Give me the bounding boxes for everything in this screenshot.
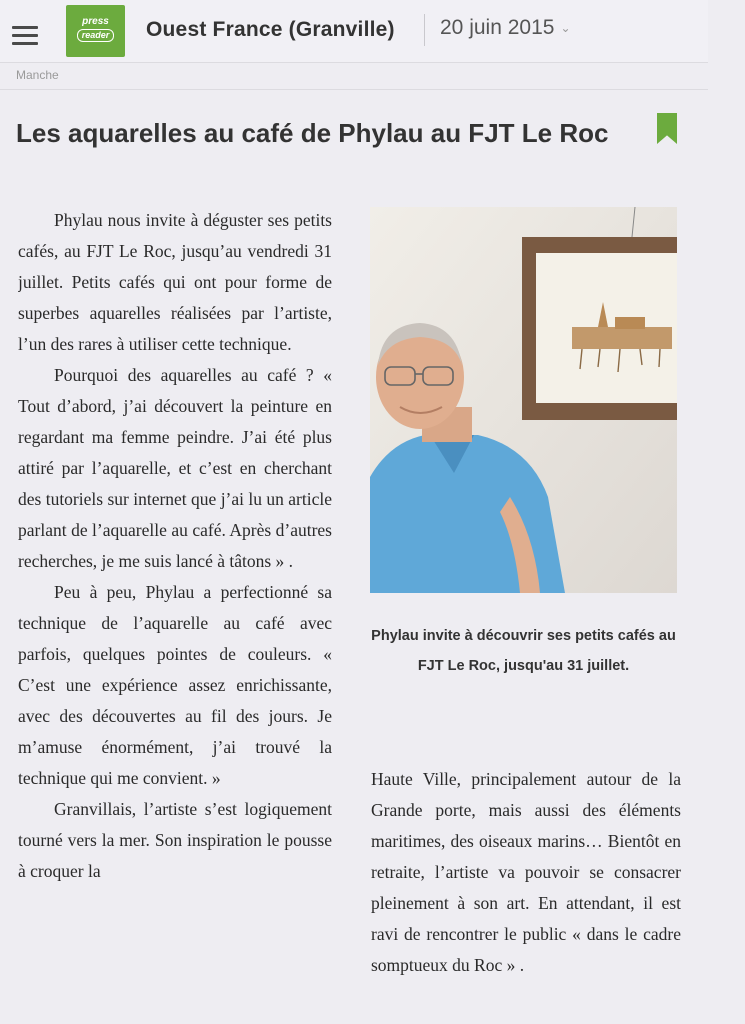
- article-paragraph: Haute Ville, principalement autour de la Grande porte, mais aussi des éléments maritimes, des oiseaux marins… Bientôt en retraite, l’artiste va pouvoir se consacrer pleinement à son art. En attendant, il est ravi de rencontrer le public « dans le cadre somptueux du Roc » .: [371, 769, 681, 975]
- logo-line-1: press: [82, 16, 109, 27]
- article-photo[interactable]: [370, 207, 677, 593]
- article-column-right: [371, 764, 681, 1014]
- hamburger-icon[interactable]: [12, 26, 38, 46]
- article-title: Les aquarelles au café de Phylau au FJT Le Roc: [16, 118, 609, 148]
- issue-date-selector[interactable]: [440, 16, 571, 40]
- article-column-left: [18, 205, 332, 1015]
- pressreader-logo[interactable]: [66, 5, 125, 57]
- article-paragraph: Pourquoi des aquarelles au café ? « Tout d’abord, j’ai découvert la peinture en regardant ma femme peindre. J’ai été plus attiré par l’aquarelle, et c’est en cherchant des tutoriels sur internet que j’ai lu un article parlant de l’aquarelle au café. Après d’autres recherches, je me suis lancé à tâtons » .: [18, 365, 332, 571]
- article-paragraph: Peu à peu, Phylau a perfectionné sa technique de l’aquarelle au café avec parfois, quelques pointes de couleurs. « C’est une expérience assez enrichissante, avec des découvertes au fil des jours. Je m’amuse énormément, j’ai trouvé la technique qui me convient. »: [18, 582, 332, 788]
- logo-line-2: reader: [77, 29, 115, 42]
- article-paragraph: Granvillais, l’artiste s’est logiquement tourné vers la mer. Son inspiration le pousse à croquer la: [18, 799, 332, 881]
- publication-title: Ouest France (Granville): [146, 18, 395, 41]
- article-paragraph: Phylau nous invite à déguster ses petits cafés, au FJT Le Roc, jusqu’au vendredi 31 juillet. Petits cafés qui ont pour forme de superbes aquarelles réalisées par l’artiste, l’un des rares à utiliser cette technique.: [18, 210, 332, 354]
- chevron-down-icon: ⌄: [560, 21, 571, 36]
- header-divider-line: [0, 62, 708, 63]
- photo-illustration: [370, 207, 677, 593]
- section-label: Manche: [16, 68, 59, 82]
- top-bar: [0, 0, 708, 62]
- bookmark-icon[interactable]: [657, 113, 677, 144]
- section-divider: [0, 89, 708, 90]
- issue-date: 20 juin 2015: [440, 16, 555, 39]
- photo-caption: Phylau invite à découvrir ses petits cafés au FJT Le Roc, jusqu'au 31 juillet.: [371, 628, 676, 674]
- header-divider: [424, 14, 425, 46]
